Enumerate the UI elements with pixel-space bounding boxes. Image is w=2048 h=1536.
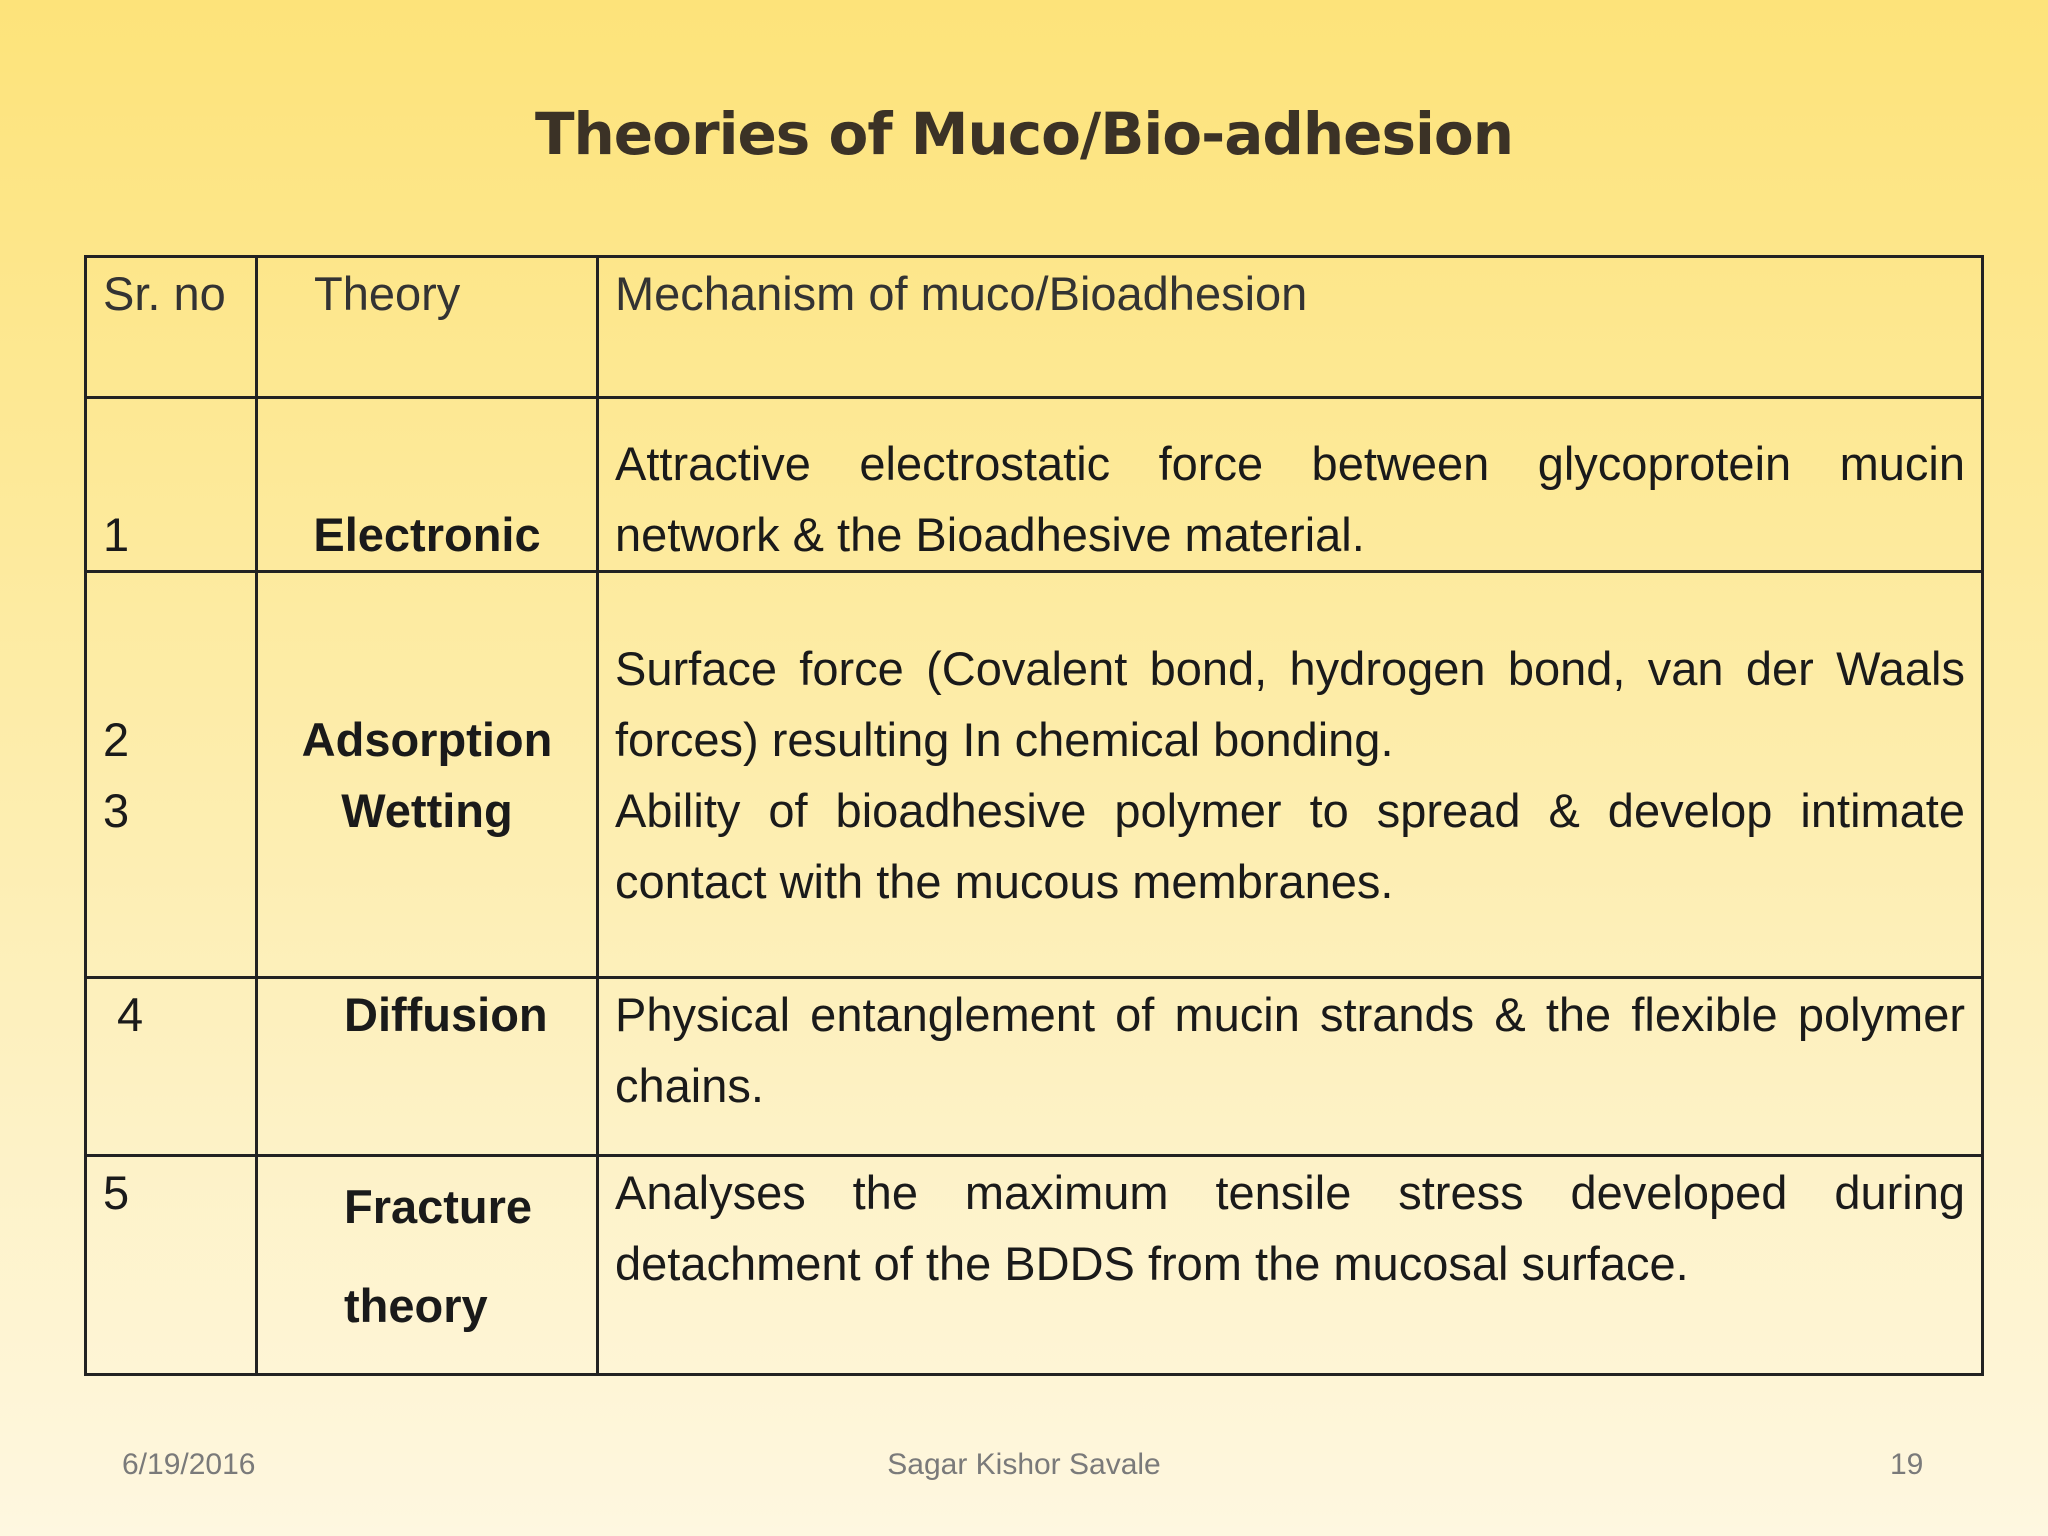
row-sr-numbers bbox=[86, 572, 257, 978]
header-sr-no: Sr. no bbox=[86, 257, 257, 398]
table-row bbox=[86, 1156, 1983, 1375]
row-theory-name: Electronic bbox=[257, 398, 598, 572]
header-theory: Theory bbox=[257, 257, 598, 398]
row-mechanism: Analyses the maximum tensile stress developed during detachment of the BDDS from the mucosal surface. bbox=[598, 1156, 1983, 1375]
row-theory-names bbox=[257, 572, 598, 978]
table-row bbox=[86, 572, 1983, 978]
row-mechanism: Surface force (Covalent bond, hydrogen bond, van der Waals forces) resulting In chemical bonding. bbox=[615, 641, 1965, 766]
row-mechanism: Physical entanglement of mucin strands & the flexible polymer chains. bbox=[598, 978, 1983, 1156]
table-row bbox=[86, 398, 1983, 572]
row-sr-number: 3 bbox=[103, 783, 130, 837]
row-theory-name: Diffusion bbox=[257, 978, 598, 1156]
table-header-row bbox=[86, 257, 1983, 398]
row-sr-number: 5 bbox=[86, 1156, 257, 1375]
row-sr-number: 1 bbox=[86, 398, 257, 572]
row-theory-name: Adsorption bbox=[301, 712, 553, 766]
row-sr-number: 4 bbox=[86, 978, 257, 1156]
slide-title: Theories of Muco/Bio-adhesion bbox=[534, 100, 1514, 168]
row-theory-name: Wetting bbox=[341, 783, 513, 837]
header-mechanism: Mechanism of muco/Bioadhesion bbox=[598, 257, 1983, 398]
table-row bbox=[86, 978, 1983, 1156]
theories-table bbox=[84, 255, 1984, 1376]
row-mechanisms bbox=[598, 572, 1983, 978]
row-sr-number: 2 bbox=[103, 712, 130, 766]
footer-page-number: 19 bbox=[1890, 1448, 1924, 1481]
row-theory-name: Fracture theory bbox=[257, 1156, 598, 1375]
footer-author: Sagar Kishor Savale bbox=[887, 1448, 1161, 1481]
footer-date: 6/19/2016 bbox=[122, 1448, 256, 1481]
row-mechanism: Ability of bioadhesive polymer to spread & develop intimate contact with the mucous membranes. bbox=[615, 783, 1965, 908]
row-mechanism: Attractive electrostatic force between glycoprotein mucin network & the Bioadhesive material. bbox=[598, 398, 1983, 572]
